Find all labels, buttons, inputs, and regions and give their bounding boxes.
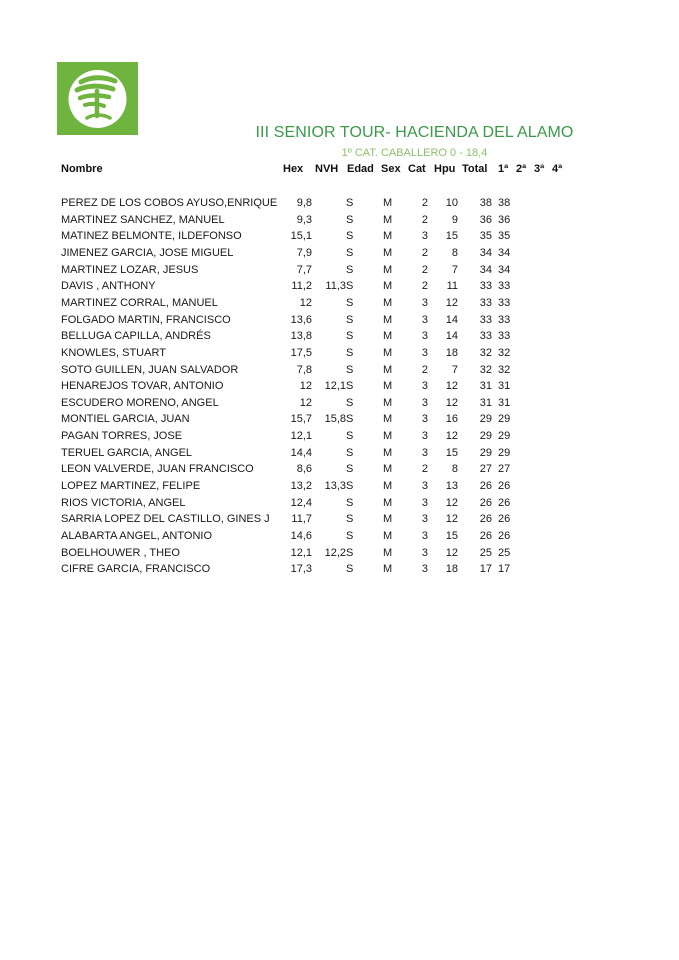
page-title: III SENIOR TOUR- HACIENDA DEL ALAMO: [255, 124, 574, 141]
total-points: 31: [479, 396, 492, 409]
sex: M: [383, 280, 393, 293]
total-points: 26: [479, 513, 492, 526]
sex: M: [383, 430, 393, 443]
category: 3: [421, 496, 428, 509]
sex: M: [383, 513, 393, 526]
playing-handicap: 12: [445, 546, 458, 559]
player-name: SARRIA LOPEZ DEL CASTILLO, GINES J: [61, 513, 270, 526]
player-name: KNOWLES, STUART: [61, 346, 166, 359]
age-category: S: [346, 496, 354, 509]
player-name: HENAREJOS TOVAR, ANTONIO: [61, 380, 224, 393]
total-points: 26: [479, 480, 492, 492]
handicap-exact: 15,7: [290, 413, 312, 426]
round-1-points: 32: [498, 363, 511, 376]
category: 2: [421, 213, 428, 226]
age-category: S: [346, 463, 354, 476]
category: 2: [421, 363, 428, 376]
handicap-exact: 12: [299, 396, 312, 409]
age-category: S: [346, 396, 354, 409]
round-1-points: 31: [498, 396, 511, 409]
handicap-exact: 9,8: [296, 197, 312, 209]
table-row: [0, 563, 679, 579]
round-1-points: 31: [498, 380, 511, 393]
player-name: LEON VALVERDE, JUAN FRANCISCO: [61, 463, 254, 476]
handicap-exact: 17,5: [290, 346, 312, 359]
table-row: [0, 247, 679, 263]
category: 2: [421, 463, 428, 476]
age-category: S: [346, 313, 354, 326]
category-subtitle: 1º CAT. CABALLERO 0 - 18,4: [341, 147, 488, 159]
player-name: FOLGADO MARTIN, FRANCISCO: [61, 313, 231, 326]
handicap-exact: 13,8: [290, 330, 312, 343]
player-name: SOTO GUILLEN, JUAN SALVADOR: [61, 363, 239, 376]
sex: M: [383, 363, 393, 376]
player-name: PEREZ DE LOS COBOS AYUSO,ENRIQUE: [61, 197, 278, 209]
round-1-points: 29: [498, 446, 511, 459]
total-points: 17: [479, 563, 492, 576]
playing-handicap: 10: [445, 197, 458, 209]
handicap-exact: 17,3: [290, 563, 312, 576]
playing-handicap: 7: [451, 263, 458, 276]
table-row: [0, 413, 679, 429]
sex: M: [383, 546, 393, 559]
table-row: [0, 480, 679, 496]
playing-handicap: 16: [445, 413, 458, 426]
category: 3: [421, 546, 428, 559]
handicap-exact: 7,7: [296, 263, 312, 276]
age-category: S: [346, 230, 354, 243]
handicap-exact: 7,9: [296, 246, 312, 259]
sex: M: [383, 330, 393, 343]
player-name: MARTINEZ CORRAL, MANUEL: [61, 296, 218, 309]
header-cat: Cat: [408, 163, 426, 175]
round-1-points: 26: [498, 496, 511, 509]
table-row: [0, 547, 679, 563]
table-row: [0, 463, 679, 479]
table-row: [0, 347, 679, 363]
playing-handicap: 12: [445, 430, 458, 443]
total-points: 32: [479, 346, 492, 359]
age-category: S: [346, 280, 354, 293]
sex: M: [383, 413, 393, 426]
playing-handicap: 14: [445, 313, 458, 326]
round-1-points: 26: [498, 530, 511, 542]
new-handicap: 12,2: [324, 546, 346, 559]
playing-handicap: 14: [445, 330, 458, 343]
table-row: [0, 497, 679, 513]
playing-handicap: 12: [445, 296, 458, 309]
age-category: S: [346, 380, 354, 393]
handicap-exact: 12,1: [290, 546, 312, 559]
sex: M: [383, 263, 393, 276]
age-category: S: [346, 480, 354, 492]
sex: M: [383, 530, 393, 542]
table-row: [0, 230, 679, 246]
total-points: 34: [479, 246, 492, 259]
player-name: ESCUDERO MORENO, ANGEL: [61, 396, 219, 409]
category: 3: [421, 313, 428, 326]
category: 3: [421, 330, 428, 343]
round-1-points: 35: [498, 230, 511, 243]
handicap-exact: 12,4: [290, 496, 312, 509]
total-points: 29: [479, 446, 492, 459]
round-1-points: 32: [498, 346, 511, 359]
age-category: S: [346, 363, 354, 376]
category: 3: [421, 513, 428, 526]
player-name: BELLUGA CAPILLA, ANDRÉS: [61, 330, 211, 343]
table-row: [0, 280, 679, 296]
table-row: [0, 364, 679, 380]
total-points: 33: [479, 280, 492, 293]
category: 3: [421, 563, 428, 576]
category: 3: [421, 396, 428, 409]
handicap-exact: 12: [299, 296, 312, 309]
table-row: [0, 214, 679, 230]
table-row: [0, 264, 679, 280]
table-row: [0, 297, 679, 313]
total-points: 32: [479, 363, 492, 376]
round-1-points: 34: [498, 263, 511, 276]
playing-handicap: 12: [445, 380, 458, 393]
player-name: PAGAN TORRES, JOSE: [61, 430, 183, 443]
category: 3: [421, 480, 428, 492]
age-category: S: [346, 246, 354, 259]
total-points: 38: [479, 197, 492, 209]
new-handicap: 15,8: [324, 413, 346, 426]
header-hpu: Hpu: [434, 163, 456, 175]
sex: M: [383, 446, 393, 459]
player-name: RIOS VICTORIA, ANGEL: [61, 496, 186, 509]
header-hex: Hex: [283, 163, 304, 175]
sex: M: [383, 396, 393, 409]
round-1-points: 27: [498, 463, 511, 476]
total-points: 33: [479, 313, 492, 326]
age-category: S: [346, 330, 354, 343]
playing-handicap: 9: [451, 213, 458, 226]
total-points: 26: [479, 530, 492, 542]
category: 2: [421, 246, 428, 259]
table-header: [0, 163, 679, 179]
age-category: S: [346, 413, 354, 426]
playing-handicap: 18: [445, 563, 458, 576]
table-row: [0, 430, 679, 446]
playing-handicap: 8: [451, 463, 458, 476]
playing-handicap: 15: [445, 446, 458, 459]
age-category: S: [346, 446, 354, 459]
round-1-points: 29: [498, 413, 511, 426]
category: 2: [421, 280, 428, 293]
playing-handicap: 12: [445, 496, 458, 509]
sex: M: [383, 346, 393, 359]
round-1-points: 17: [498, 563, 511, 576]
playing-handicap: 15: [445, 230, 458, 243]
playing-handicap: 18: [445, 346, 458, 359]
player-name: LOPEZ MARTINEZ, FELIPE: [61, 480, 201, 492]
player-name: MATINEZ BELMONTE, ILDEFONSO: [61, 230, 242, 243]
table-row: [0, 314, 679, 330]
new-handicap: 12,1: [324, 380, 346, 393]
round-1-points: 26: [498, 513, 511, 526]
category: 3: [421, 230, 428, 243]
player-name: BOELHOUWER , THEO: [61, 546, 180, 559]
handicap-exact: 7,8: [296, 363, 312, 376]
sex: M: [383, 563, 393, 576]
round-1-points: 29: [498, 430, 511, 443]
header-sex: Sex: [381, 163, 401, 175]
age-category: S: [346, 563, 354, 576]
header-round-1: 1ª: [498, 163, 509, 175]
sex: M: [383, 246, 393, 259]
handicap-exact: 11,2: [291, 280, 312, 293]
total-points: 29: [479, 413, 492, 426]
table-row: [0, 397, 679, 413]
player-name: ALABARTA ANGEL, ANTONIO: [61, 530, 213, 542]
header-total: Total: [462, 163, 488, 175]
total-points: 36: [479, 213, 492, 226]
sex: M: [383, 496, 393, 509]
sex: M: [383, 213, 393, 226]
round-1-points: 25: [498, 546, 511, 559]
category: 3: [421, 380, 428, 393]
age-category: S: [346, 296, 354, 309]
round-1-points: 33: [498, 330, 511, 343]
sex: M: [383, 313, 393, 326]
playing-handicap: 8: [451, 246, 458, 259]
round-1-points: 33: [498, 280, 511, 293]
table-row: [0, 447, 679, 463]
handicap-exact: 14,4: [290, 446, 312, 459]
table-row: [0, 530, 679, 546]
age-category: S: [346, 513, 354, 526]
category: 3: [421, 296, 428, 309]
category: 3: [421, 346, 428, 359]
player-name: JIMENEZ GARCIA, JOSE MIGUEL: [61, 246, 234, 259]
category: 2: [421, 197, 428, 209]
playing-handicap: 12: [445, 513, 458, 526]
table-row: [0, 330, 679, 346]
round-1-points: 36: [498, 213, 511, 226]
playing-handicap: 11: [446, 280, 458, 293]
table-row: [0, 513, 679, 529]
player-name: MARTINEZ LOZAR, JESUS: [61, 263, 199, 276]
handicap-exact: 8,6: [296, 463, 312, 476]
total-points: 29: [479, 430, 492, 443]
player-name: DAVIS , ANTHONY: [61, 280, 156, 293]
category: 3: [421, 446, 428, 459]
playing-handicap: 7: [451, 363, 458, 376]
sex: M: [383, 463, 393, 476]
age-category: S: [346, 530, 354, 542]
header-round-2: 2ª: [516, 163, 527, 175]
sex: M: [383, 197, 393, 209]
handicap-exact: 11,7: [291, 513, 312, 526]
age-category: S: [346, 213, 354, 226]
player-name: CIFRE GARCIA, FRANCISCO: [61, 563, 211, 576]
new-handicap: 11,3: [325, 280, 346, 293]
round-1-points: 34: [498, 246, 511, 259]
total-points: 35: [479, 230, 492, 243]
playing-handicap: 12: [445, 396, 458, 409]
category: 3: [421, 413, 428, 426]
round-1-points: 33: [498, 296, 511, 309]
category: 3: [421, 530, 428, 542]
round-1-points: 33: [498, 313, 511, 326]
sex: M: [383, 296, 393, 309]
total-points: 34: [479, 263, 492, 276]
category: 3: [421, 430, 428, 443]
header-round-3: 3ª: [534, 163, 545, 175]
player-name: TERUEL GARCIA, ANGEL: [61, 446, 193, 459]
player-name: MARTINEZ SANCHEZ, MANUEL: [61, 213, 225, 226]
handicap-exact: 12: [299, 380, 312, 393]
total-points: 27: [479, 463, 492, 476]
handicap-exact: 13,6: [290, 313, 312, 326]
age-category: S: [346, 263, 354, 276]
header-edad: Edad: [347, 163, 374, 175]
total-points: 31: [479, 380, 492, 393]
header-name: Nombre: [61, 163, 103, 175]
total-points: 25: [479, 546, 492, 559]
handicap-exact: 15,1: [290, 230, 312, 243]
header-round-4: 4ª: [552, 163, 563, 175]
sex: M: [383, 230, 393, 243]
sex: M: [383, 380, 393, 393]
round-1-points: 26: [498, 480, 511, 492]
age-category: S: [346, 546, 354, 559]
handicap-exact: 9,3: [296, 213, 312, 226]
age-category: S: [346, 197, 354, 209]
total-points: 33: [479, 330, 492, 343]
handicap-exact: 13,2: [290, 480, 312, 492]
playing-handicap: 13: [445, 480, 458, 492]
category: 2: [421, 263, 428, 276]
handicap-exact: 14,6: [290, 530, 312, 542]
header-nvh: NVH: [315, 163, 339, 175]
round-1-points: 38: [498, 197, 511, 209]
handicap-exact: 12,1: [290, 430, 312, 443]
new-handicap: 13,3: [324, 480, 346, 492]
age-category: S: [346, 346, 354, 359]
player-name: MONTIEL GARCIA, JUAN: [61, 413, 190, 426]
table-row: [0, 197, 679, 213]
age-category: S: [346, 430, 354, 443]
sex: M: [383, 480, 393, 492]
total-points: 33: [479, 296, 492, 309]
playing-handicap: 15: [445, 530, 458, 542]
table-row: [0, 380, 679, 396]
total-points: 26: [479, 496, 492, 509]
